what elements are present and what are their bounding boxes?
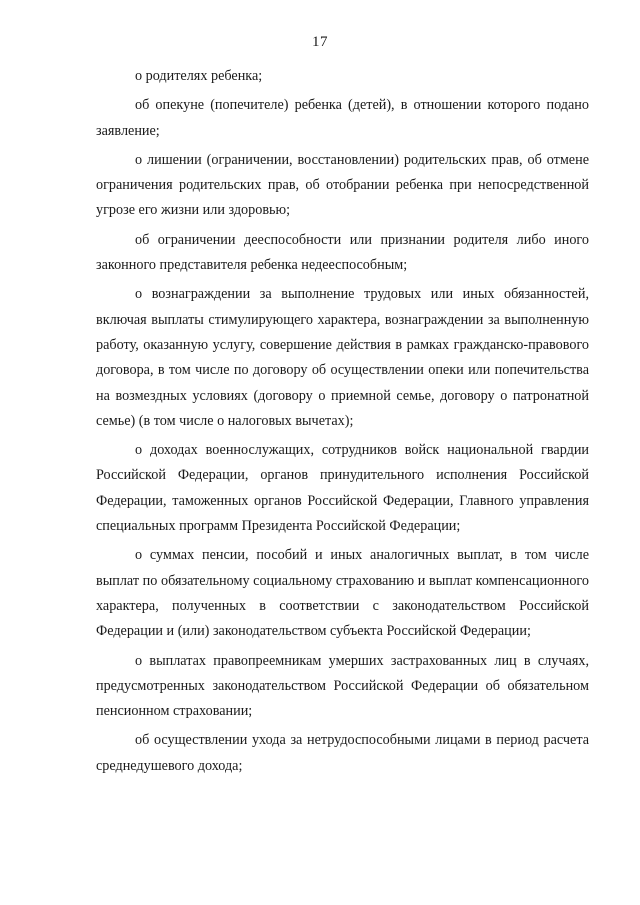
paragraph-military-income: о доходах военнослужащих, сотрудников войск национальной гвардии Российской Федерации, органов принудительного исполнения Российской Федерации, таможенных органов Российской Федерации, Главного управления специальных программ Президента Российской Федерации; [96,442,589,535]
paragraph-pensions-benefits: о суммах пенсии, пособий и иных аналогичных выплат, в том числе выплат по обязательному социальному страхованию и выплат компенсационного характера, полученных в соответствии с законодательством Российской Федерации и (или) законодательством субъекта Российской Федерации; [96,547,589,640]
paragraph-guardian: об опекуне (попечителе) ребенка (детей), в отношении которого подано заявление; [96,97,589,139]
paragraph-care-for-disabled: об осуществлении ухода за нетрудоспособными лицами в период расчета среднедушевого дохода; [96,732,589,774]
paragraph-parental-rights: о лишении (ограничении, восстановлении) родительских прав, об отмене ограничения родительских прав, об отобрании ребенка при непосредственной угрозе его жизни или здоровью; [96,151,589,219]
paragraph-parents: о родителях ребенка; [135,68,263,84]
document-body [96,64,589,779]
paragraph-legal-capacity: об ограничении дееспособности или признании родителя либо иного законного представителя ребенка недееспособным; [96,231,589,274]
page-number: 17 [312,34,328,50]
paragraph-successor-payments: о выплатах правопреемникам умерших застрахованных лиц в случаях, предусмотренных законодательством Российской Федерации об обязательном пенсионном страховании; [96,652,589,720]
paragraph-remuneration: о вознаграждении за выполнение трудовых или иных обязанностей, включая выплаты стимулирующего характера, вознаграждении за выполненную работу, оказанную услугу, совершение действия в рамках гражданско-правового договора, в том числе по договору об осуществлении опеки или попечительства на возмездных условиях (договору о приемной семье, договору о патронатной семье) (в том числе о налоговых вычетах); [96,286,589,429]
